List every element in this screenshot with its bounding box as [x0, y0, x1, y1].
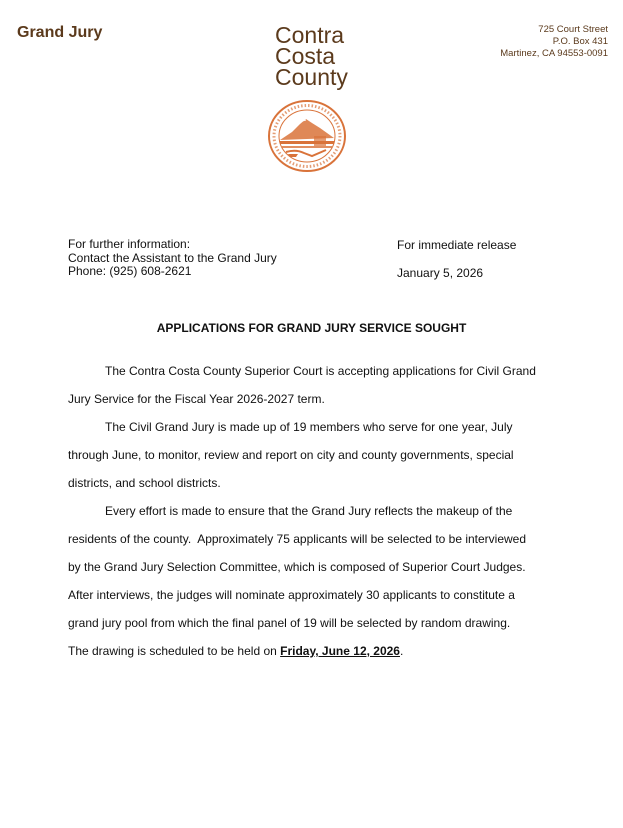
- contact-info: [68, 238, 277, 279]
- body-line: grand jury pool from which the final panel of 19 will be selected by random drawing.: [68, 616, 511, 630]
- contact-line: For further information:: [68, 237, 191, 251]
- drawing-date: Friday, June 12, 2026: [280, 644, 400, 658]
- body-line: residents of the county. Approximately 75 applicants will be selected to be interviewed: [68, 532, 527, 546]
- release-info: [397, 238, 516, 280]
- body-line-drawing: [68, 643, 558, 671]
- body-line: The Contra Costa County Superior Court is accepting applications for Civil Grand: [105, 364, 536, 378]
- drawing-text: The drawing is scheduled to be held on: [68, 644, 281, 658]
- address-line: Martinez, CA 94553-0091: [500, 48, 608, 59]
- body-line: by the Grand Jury Selection Committee, which is composed of Superior Court Judges.: [68, 560, 526, 574]
- org-title: Grand Jury: [17, 24, 103, 41]
- press-release-body: [68, 363, 558, 671]
- address-line: 725 Court Street: [538, 24, 608, 35]
- body-line: After interviews, the judges will nominate approximately 30 applicants to constitute a: [68, 588, 515, 602]
- body-line: through June, to monitor, review and report on city and county governments, special: [68, 448, 514, 462]
- body-line: Every effort is made to ensure that the Grand Jury reflects the makeup of the: [105, 504, 513, 518]
- body-line: districts, and school districts.: [68, 476, 221, 490]
- headline: APPLICATIONS FOR GRAND JURY SERVICE SOUGHT: [156, 321, 467, 335]
- body-line: The Civil Grand Jury is made up of 19 members who serve for one year, July: [105, 420, 513, 434]
- county-seal-icon: [266, 98, 348, 174]
- contact-phone: Phone: (925) 608-2621: [68, 264, 192, 278]
- address-line: P.O. Box 431: [552, 36, 608, 47]
- county-line: County: [275, 64, 348, 90]
- contact-line: Contact the Assistant to the Grand Jury: [68, 250, 277, 265]
- county-line: Costa: [275, 43, 336, 69]
- drawing-period: .: [399, 644, 404, 658]
- address-block: [500, 24, 608, 60]
- release-label: For immediate release: [397, 238, 517, 252]
- body-line: Jury Service for the Fiscal Year 2026-2027 term.: [68, 392, 325, 406]
- county-line: Contra: [275, 22, 345, 48]
- county-wordmark: [275, 22, 348, 90]
- release-date: January 5, 2026: [397, 266, 484, 280]
